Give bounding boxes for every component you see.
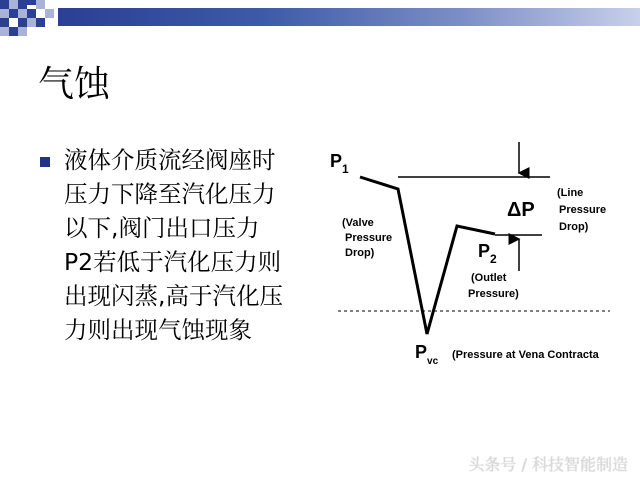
delta-p-label: ΔP [507, 199, 535, 221]
svg-text:(Outlet: (Outlet [471, 272, 507, 284]
bullet-square-icon [40, 157, 50, 167]
watermark-text: 头条号 / 科技智能制造 [468, 455, 628, 474]
svg-text:Pressure): Pressure) [468, 288, 519, 300]
p2-label: $P_2$ [478, 241, 497, 266]
bullet-line: 压力下降至汽化压力 [64, 180, 276, 208]
bullet-line: P2若低于汽化压力则 [64, 248, 282, 276]
svg-text:Drop): Drop) [559, 221, 589, 233]
svg-text:Pressure: Pressure [345, 232, 393, 244]
bullet-line: 出现闪蒸,高于汽化压 [64, 282, 283, 310]
svg-text:(Valve: (Valve [342, 217, 374, 229]
outlet-pressure-label [468, 272, 519, 300]
bullet-line: 力则出现气蚀现象 [64, 316, 252, 344]
pressure-profile-curve [360, 177, 495, 334]
svg-text:Pressure: Pressure [559, 204, 607, 216]
slide-title: 气蚀 [38, 64, 111, 105]
pressure-profile-diagram [320, 120, 620, 380]
pvc-label: $P_{vc}$ [415, 342, 439, 367]
svg-text:Drop): Drop) [345, 247, 375, 259]
bullet-paragraph [64, 143, 339, 347]
bullet-line: 以下,阀门出口压力 [64, 214, 260, 242]
vena-contracta-label: (Pressure at Vena Contracta [452, 349, 599, 361]
header-gradient-band [58, 8, 640, 26]
bullet-line: 液体介质流经阀座时 [64, 146, 276, 174]
valve-pressure-drop-label [342, 217, 392, 259]
p1-label: $P_1$ [330, 151, 349, 176]
line-pressure-drop-label [557, 187, 606, 233]
svg-text:(Line: (Line [557, 187, 584, 199]
